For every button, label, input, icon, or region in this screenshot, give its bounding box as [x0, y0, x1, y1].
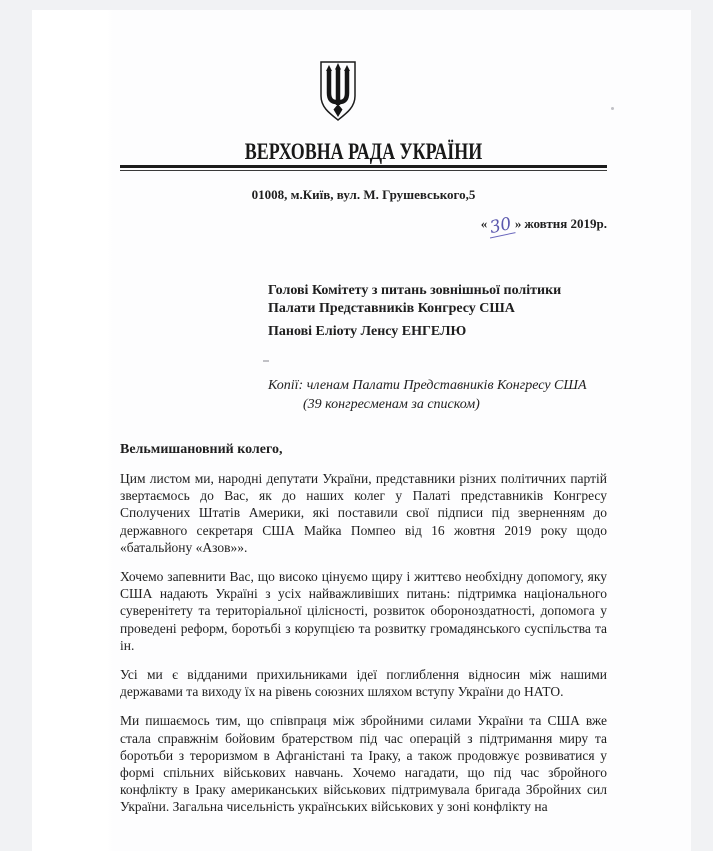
scan-speck	[263, 360, 269, 362]
recipient-line-1: Голові Комітету з питань зовнішньої політики	[268, 283, 562, 298]
letterhead-address: 01008, м.Київ, вул. М. Грушевського,5	[251, 187, 476, 202]
letterhead-title: ВЕРХОВНА РАДА УКРАЇНИ	[244, 139, 483, 164]
copies-line-2: (39 конгресменам за списком)	[303, 397, 480, 412]
copies-line-1: Копії: членам Палати Представників Конгресу США	[268, 377, 587, 393]
body-paragraph-4: Ми пишаємось тим, що співпраця між збройними силами України та США вже стала справжнім бойовим братерством під час операцій з підтримання миру та боротьби з тероризмом в Афганістані та Іраку, а також продовжує розвиватися у формі спільних військових навчань. Хочемо нагадати, що під час збройного конфлікту в Іраку американських військових підтримувала бригада Збройних сил України. Загальна чисельність українських військових у зоні конфлікту на	[120, 713, 607, 815]
date-open-quote: «	[480, 216, 488, 231]
copies-block	[268, 376, 607, 415]
date-close-quote: »	[514, 216, 522, 231]
letterhead-divider	[120, 165, 607, 171]
body-paragraph-3: Усі ми є відданими прихильниками ідеї поглиблення відносин між нашими державами та виходу їх на рівень союзних шляхом вступу України до НАТО.	[120, 667, 607, 700]
ukraine-trident-icon	[313, 60, 363, 122]
date-line	[120, 213, 607, 239]
salutation: Вельмишановний колего,	[120, 441, 283, 457]
scan-speck	[611, 107, 614, 110]
handwritten-day: 30	[488, 213, 514, 239]
letter-page	[32, 10, 691, 851]
recipient-line-2: Палати Представників Конгресу США	[268, 300, 515, 316]
recipient-addressee: Панові Еліоту Ленсу ЕНГЕЛЮ	[268, 324, 467, 339]
date-month-year: жовтня 2019р.	[524, 216, 607, 231]
body-paragraph-1: Цим листом ми, народні депутати України, представники різних політичних партій звертаємось до Вас, як до наших колег у Палаті представників Конгресу Сполучених Штатів Америки, які поставили свої підписи під зверненням до державного секретаря США Майка Помпео від 16 жовтня 2019 року щодо «батальйону «Азов»».	[120, 471, 607, 555]
body-paragraph-2: Хочемо запевнити Вас, що високо цінуємо щиру і життєво необхідну допомогу, яку США надають Україні з усіх найважливіших питань: підтримка національного суверенітету та територіальної цілісності, розвиток обороноздатності, допомога у проведені реформ, боротьбі з корупцією та розвитку громадянського суспільства та ін.	[120, 569, 607, 653]
recipient-block	[268, 282, 607, 341]
